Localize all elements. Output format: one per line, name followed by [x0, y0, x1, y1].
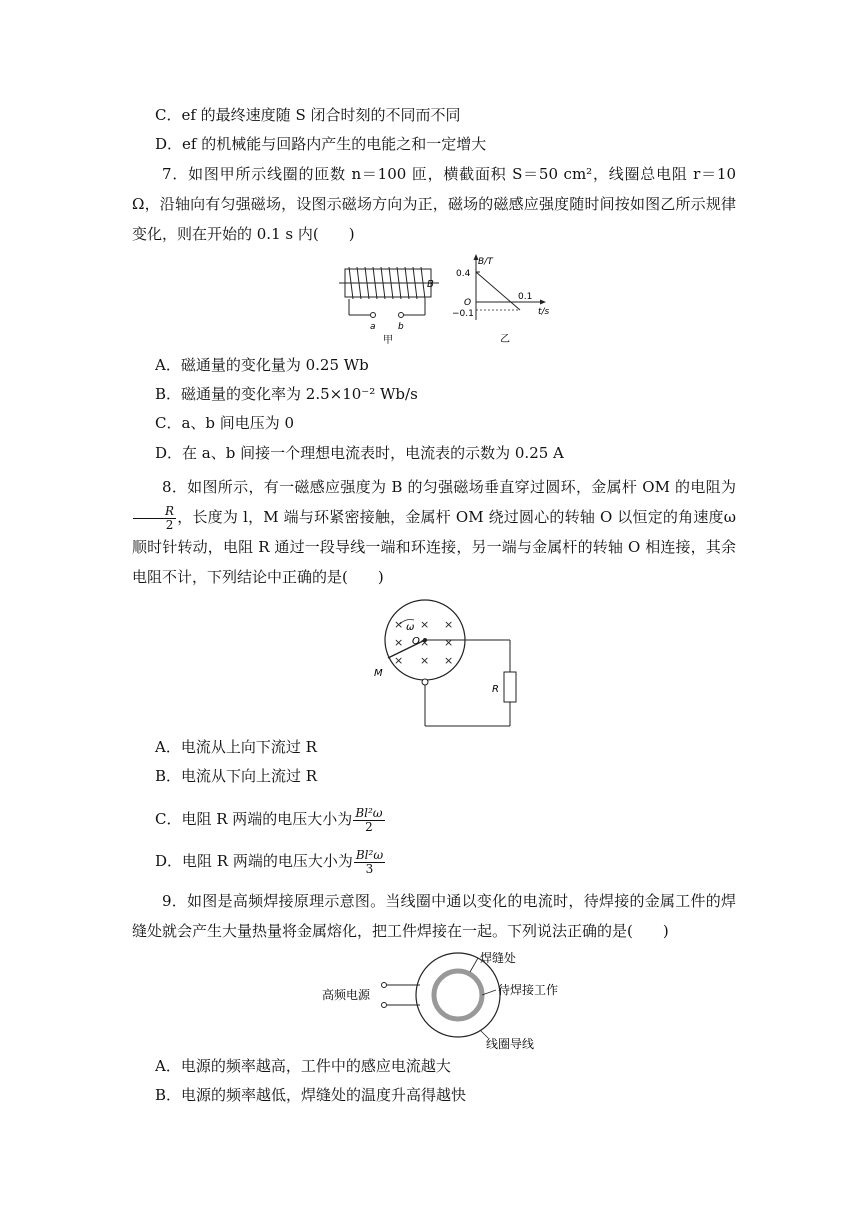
q7-jia-label-b-field: B — [427, 279, 434, 290]
q9-option-a: A．电源的频率越高，工件中的感应电流越大 — [155, 1057, 451, 1075]
q8-option-c-text: C．电阻 R 两端的电压大小为 — [155, 810, 353, 828]
q7-jia-caption: 甲 — [383, 335, 393, 345]
q8-field-cross: × — [420, 636, 430, 649]
q8-stem-frac-num: R — [133, 505, 176, 519]
q9-label-workpiece: 待焊接工作 — [498, 983, 559, 997]
q7-yi-origin: O — [464, 298, 472, 308]
q8-option-d-num: Bl²ω — [355, 847, 384, 862]
q7-jia-label-a: a — [370, 322, 376, 332]
q8-field-cross: × — [420, 654, 430, 667]
q8-stem-before: 8．如图所示，有一磁感应强度为 B 的匀强磁场垂直穿过圆环，金属杆 OM 的电阻为 — [162, 478, 736, 496]
q8-stem — [132, 472, 736, 592]
q8-stem-after: ，长度为 l，M 端与环紧密接触，金属杆 OM 绕过圆心的转轴 O 以恒定的角速度ω顺时针转动，电阻 R 通过一段导线一端和环连接，另一端与金属杆的转轴 O 相连接，其余电阻不计，下列结论中正确的是( ) — [132, 508, 736, 586]
q7-yi-xlabel: t/s — [538, 307, 550, 317]
q7-yi-ytick-bottom: −0.1 — [452, 309, 474, 319]
q7-option-d: D．在 a、b 间接一个理想电流表时，电流表的示数为 0.25 A — [155, 444, 564, 462]
q8-stem-frac-den: 2 — [165, 517, 174, 532]
q8-label-omega: ω — [406, 622, 415, 633]
q8-field-cross: × — [394, 654, 404, 667]
q6-option-c: C．ef 的最终速度随 S 闭合时刻的不同而不同 — [155, 106, 461, 124]
q6-option-d: D．ef 的机械能与回路内产生的电能之和一定增大 — [155, 135, 487, 153]
q9-option-b: B．电源的频率越低，焊缝处的温度升高得越快 — [155, 1086, 467, 1104]
q8-field-cross: × — [394, 636, 404, 649]
q8-option-c — [155, 804, 386, 834]
q7-stem: 7．如图甲所示线圈的匝数 n＝100 匝，横截面积 S＝50 cm²，线圈总电阻 r＝10 Ω，沿轴向有匀强磁场，设图示磁场方向为正，磁场的磁感应强度随时间按如图乙所示规律变化，则在开始的 0.1 s 内( ) — [132, 165, 736, 243]
q9-label-coil: 线圈导线 — [486, 1037, 535, 1051]
q7-yi-xtick: 0.1 — [518, 292, 533, 302]
q8-option-d-text: D．电阻 R 两端的电压大小为 — [155, 852, 353, 870]
q8-label-r: R — [492, 684, 499, 695]
q9-label-power: 高频电源 — [322, 988, 371, 1002]
q8-option-b: B．电流从下向上流过 R — [155, 767, 318, 785]
q7-option-a: A．磁通量的变化量为 0.25 Wb — [155, 356, 369, 374]
q7-figure-jia — [335, 255, 445, 345]
q8-figure-ring — [370, 598, 530, 734]
q8-label-o: O — [412, 636, 420, 647]
q7-option-c: C．a、b 间电压为 0 — [155, 414, 295, 432]
q8-stem-fraction — [133, 505, 176, 532]
q7-figure-yi — [450, 250, 560, 346]
q8-field-cross: × — [420, 618, 430, 631]
q8-option-c-den: 2 — [365, 819, 373, 834]
q8-option-a: A．电流从上向下流过 R — [155, 738, 317, 756]
q9-figure-welding — [320, 952, 580, 1052]
q8-option-c-fraction — [353, 807, 384, 834]
q9-label-seam: 焊缝处 — [480, 952, 517, 965]
q7-option-b: B．磁通量的变化率为 2.5×10⁻² Wb/s — [155, 385, 418, 403]
q7-yi-ytick-top: 0.4 — [456, 269, 471, 279]
q8-option-d — [155, 846, 386, 876]
q9-stem: 9．如图是高频焊接原理示意图。当线圈中通以变化的电流时，待焊接的金属工件的焊缝处就会产生大量热量将金属熔化，把工件焊接在一起。下列说法正确的是( ) — [132, 892, 736, 940]
q8-field-cross: × — [444, 618, 454, 631]
q8-option-c-num: Bl²ω — [355, 805, 383, 820]
q8-field-cross: × — [444, 636, 454, 649]
q8-option-d-den: 3 — [365, 861, 374, 876]
q7-jia-label-b: b — [398, 322, 404, 332]
q8-option-d-fraction — [354, 849, 385, 876]
q7-yi-caption: 乙 — [500, 334, 510, 345]
q8-label-m: M — [374, 668, 383, 679]
q8-field-cross: × — [394, 618, 404, 631]
q8-field-cross: × — [444, 654, 454, 667]
q7-yi-ylabel: B/T — [478, 257, 493, 267]
